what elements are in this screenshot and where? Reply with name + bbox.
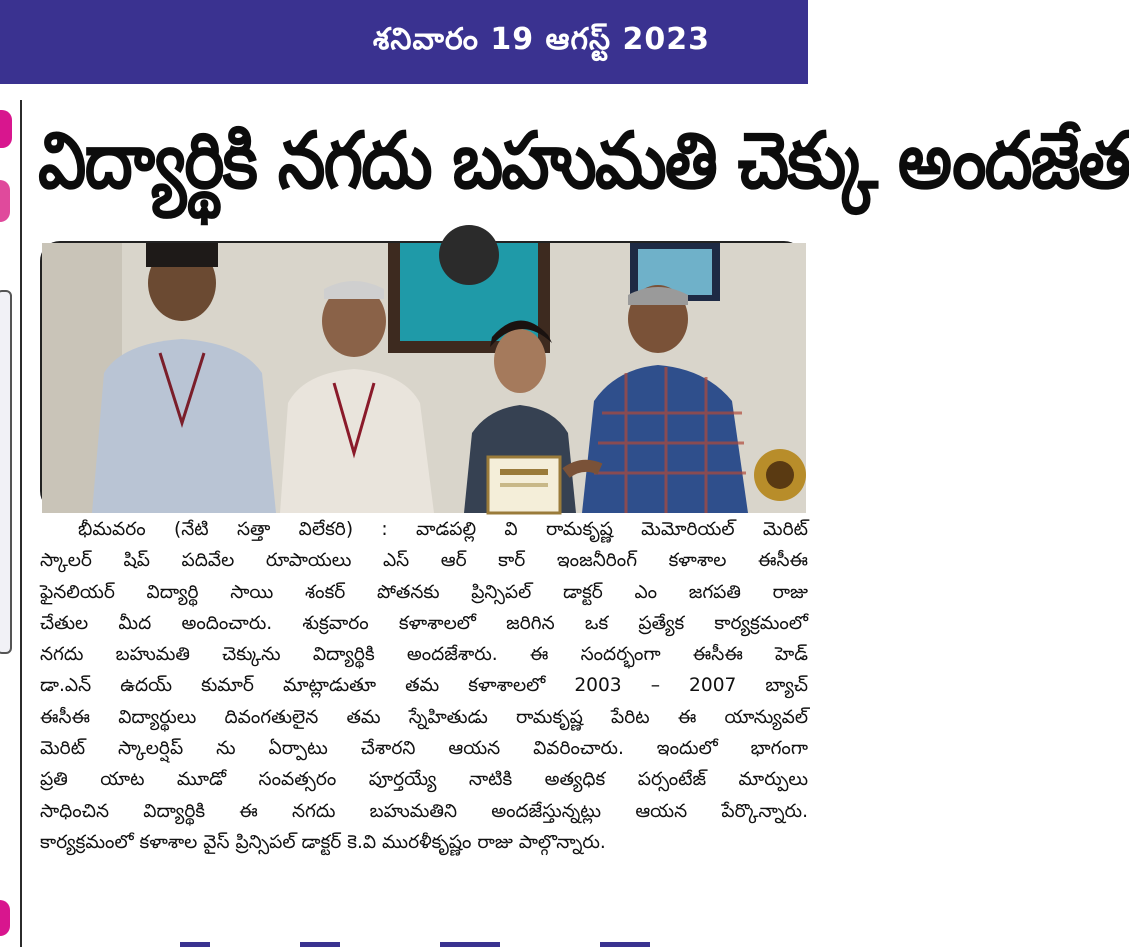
article-line: నగదు బహుమతి చెక్కును విద్యార్థికి అందజేశారు. ఈ సందర్భంగా ఈసీఈ హెడ్ bbox=[40, 644, 808, 666]
article-line: డా.ఎన్ ఉదయ్ కుమార్ మాట్లాడుతూ తమ కళాశాలలో 2003 – 2007 బ్యాచ్ bbox=[40, 675, 808, 697]
person-3-head bbox=[494, 329, 546, 393]
adjacent-column-edge bbox=[0, 100, 18, 947]
article-line: కార్యక్రమంలో కళాశాల వైస్ ప్రిన్సిపల్ డాక్టర్ కె.వి మురళీకృష్ణం రాజు పాల్గొన్నారు. bbox=[40, 831, 606, 853]
article-line: ఫైనలియర్ విద్యార్థి సాయి శంకర్ పోతనకు ప్రిన్సిపల్ డాక్టర్ ఎం జగపతి రాజు bbox=[40, 581, 808, 603]
article-line: మెరిట్ స్కాలర్షిప్ ను ఏర్పాటు చేశారని ఆయన వివరించారు. ఇందులో భాగంగా bbox=[40, 738, 808, 760]
article-body bbox=[40, 514, 808, 858]
article-line: స్కాలర్ షిప్ పదివేల రూపాయలు ఎస్ ఆర్ కార్ ఇంజనీరింగ్ కళాశాల ఈసీఈ bbox=[40, 550, 808, 572]
date-banner bbox=[0, 0, 808, 84]
adjacent-headline-fragment-2 bbox=[0, 180, 10, 222]
adjacent-headline-fragment-3 bbox=[0, 900, 10, 936]
adjacent-headline-fragment bbox=[0, 110, 12, 148]
article-line: భీమవరం (నేటి సత్తా విలేకరి) : వాడపల్లి వి రామకృష్ణ మెమోరియల్ మెరిట్ bbox=[78, 519, 808, 540]
issue-date: శనివారం 19 ఆగస్ట్ 2023 bbox=[372, 22, 710, 57]
article-line: ఈసీఈ విద్యార్థులు దివంగతులైన తమ స్నేహితుడు రామకృష్ణ పేరిట ఈ యాన్యువల్ bbox=[40, 706, 808, 728]
article-line: ప్రతి యాట మూడో సంవత్సరం పూర్తయ్యే నాటికి అత్యధిక పర్సంటేజ్ మార్పులు bbox=[40, 769, 808, 791]
article-line: సాధించిన విద్యార్థికి ఈ నగదు బహుమతిని అందజేస్తున్నట్లు ఆయన పేర్కొన్నారు. bbox=[40, 800, 808, 822]
next-article-edge bbox=[180, 938, 740, 947]
adjacent-photo-fragment bbox=[0, 290, 12, 654]
photo-illustration bbox=[42, 243, 806, 513]
person-1-shirt bbox=[92, 339, 276, 513]
award-photo bbox=[40, 241, 804, 511]
article-line: చేతుల మీద అందించారు. శుక్రవారం కళాశాలలో జరిగిన ఒక ప్రత్యేక కార్యక్రమంలో bbox=[40, 612, 808, 634]
article-headline: విద్యార్థికి నగదు బహుమతి చెక్కు అందజేత bbox=[38, 116, 1129, 207]
column-divider bbox=[20, 100, 22, 947]
